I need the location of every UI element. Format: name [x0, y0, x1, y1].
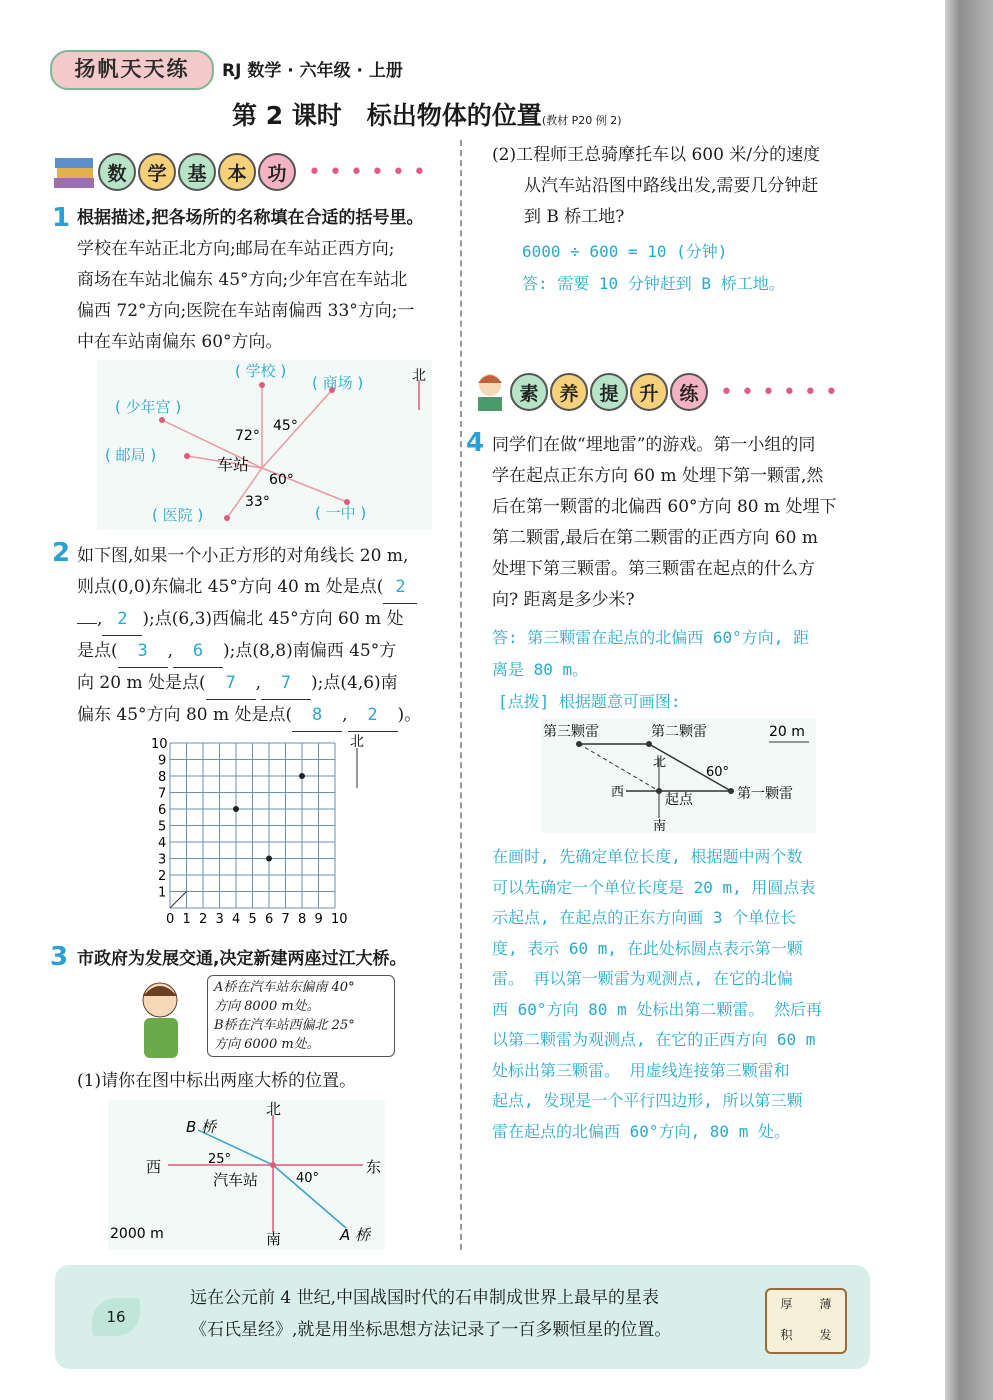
q4-line: 学在起点正东方向 60 m 处埋下第一颗雷,然	[492, 466, 824, 486]
north-label: 北	[266, 1100, 282, 1118]
answer-blank: 3	[118, 636, 168, 668]
q4-line: 向? 距离是多少米?	[492, 590, 635, 610]
explain-line: 起点, 发现是一个平行四边形, 所以第三颗	[492, 1091, 803, 1110]
books-icon	[52, 152, 98, 192]
explain-line: 西 60°方向 80 m 处标出第二颗雷。 然后再	[492, 999, 822, 1019]
bubble-line: 方向 6000 m处。	[214, 1037, 320, 1052]
book-icon	[765, 1288, 847, 1354]
q1-line: 根据描述,把各场所的名称填在合适的括号里。	[77, 208, 424, 228]
section-char: 养	[550, 373, 588, 411]
answer-blank: 6	[173, 636, 223, 668]
section-char: 练	[670, 373, 708, 411]
answer-blank: 2	[383, 572, 417, 604]
answer-line: 答: 需要 10 分钟赶到 B 桥工地。	[522, 274, 785, 293]
question-number: 1	[52, 203, 71, 233]
y-tick-label: 9	[158, 753, 167, 769]
answer-line: 答: 第三颗雷在起点的北偏西 60°方向, 距	[492, 628, 810, 647]
lesson-ref: (教材 P20 例 2)	[541, 114, 622, 127]
x-tick-label: 5	[248, 912, 257, 927]
grid-point	[299, 773, 305, 779]
y-tick-label: 7	[158, 786, 167, 802]
section-basic	[52, 150, 434, 194]
y-tick-label: 3	[158, 852, 167, 868]
x-tick-label: 7	[281, 912, 290, 927]
diagonal-example	[170, 892, 187, 909]
second-mine-label: 第二颗雷	[651, 724, 707, 740]
explain-line: 度, 表示 60 m, 在此处标圆点表示第一颗	[492, 938, 803, 958]
q3-diagram	[108, 1100, 385, 1250]
x-tick-label: 8	[298, 912, 307, 927]
section-char: 学	[138, 153, 176, 191]
girl-reading-icon	[470, 371, 510, 413]
q1-text	[77, 203, 457, 358]
dots-decor: ••••••	[308, 159, 434, 185]
section-char: 提	[590, 373, 628, 411]
question-number: 3	[50, 942, 69, 972]
bubble-line: 方向 8000 m处。	[214, 999, 320, 1014]
q1-line: 中在车站南偏东 60°方向。	[77, 332, 283, 352]
footer-text	[190, 1282, 671, 1346]
third-mine-label: 第三颗雷	[543, 724, 599, 740]
book-char: 发	[819, 1328, 832, 1342]
first-mine-label: 第一颗雷	[737, 786, 793, 802]
x-tick-label: 3	[215, 912, 224, 927]
q2-line: , 2 );点(6,3)西偏北 45°方向 60 m 处	[77, 604, 457, 636]
angle-label: 60°	[269, 472, 294, 488]
x-tick-label: 9	[314, 912, 323, 927]
book-char: 积	[780, 1328, 793, 1342]
angle-label: 33°	[245, 494, 270, 510]
lesson-title: 第 2 课时 标出物体的位置(教材 P20 例 2)	[232, 101, 622, 130]
column-divider	[460, 140, 462, 1250]
answer-middle: ( 一中 )	[315, 504, 367, 522]
answer-blank: 7	[261, 668, 311, 700]
answer-mall: ( 商场 )	[312, 374, 364, 392]
north-label: 北	[350, 734, 364, 750]
explain-line: 雷。 再以第一颗雷为观测点, 在它的北偏	[492, 969, 793, 988]
bubble-line: B桥在汽车站西偏北 25°	[214, 1018, 355, 1033]
page-number: 16	[92, 1298, 140, 1336]
answer-school: ( 学校 )	[235, 362, 287, 380]
south-label: 南	[653, 819, 667, 833]
y-tick-label: 5	[158, 819, 167, 835]
q1-line: 学校在车站正北方向;邮局在车站正西方向;	[77, 239, 395, 259]
footer-line: 《石氏星经》,就是用坐标思想方法记录了一百多颗恒星的位置。	[190, 1320, 672, 1340]
answer-blank: 2	[348, 700, 398, 732]
q4-answer	[492, 622, 809, 718]
q2-line: 则点(0,0)东偏北 45°方向 40 m 处是点( 2	[77, 572, 457, 604]
start-label: 起点	[665, 792, 693, 808]
answer-line: 6000 ÷ 600 = 10 (分钟)	[522, 242, 728, 261]
grid-point	[233, 806, 239, 812]
west-label: 西	[146, 1158, 162, 1176]
x-tick-label: 2	[199, 912, 208, 927]
q4-diagram	[541, 718, 816, 833]
explain-line: 示起点, 在起点的正东方向画 3 个单位长	[492, 908, 797, 927]
north-label: 北	[653, 755, 667, 770]
q2-line: 偏东 45°方向 80 m 处是点( 8 , 2 )。	[77, 700, 457, 732]
angle-label: 40°	[296, 1171, 320, 1186]
x-tick-label: 1	[182, 912, 191, 927]
center-label: 车站	[217, 455, 250, 474]
answer-blank: 2	[102, 604, 142, 636]
q4-line: 同学们在做“埋地雷”的游戏。第一小组的同	[492, 435, 816, 455]
teacher-illustration	[130, 978, 200, 1060]
q2-line: 是点( 3 , 6 );点(8,8)南偏西 45°方	[77, 636, 457, 668]
q4-line: 处埋下第三颗雷。第三颗雷在起点的什么方	[492, 559, 815, 579]
answer-hospital: ( 医院 )	[152, 506, 204, 524]
book-char: 薄	[819, 1297, 832, 1311]
y-tick-label: 10	[151, 737, 168, 752]
q4-line: 第二颗雷,最后在第二颗雷的正西方向 60 m	[492, 528, 818, 548]
angle-label: 25°	[208, 1152, 232, 1167]
section-improve	[470, 370, 846, 414]
section-char: 基	[178, 153, 216, 191]
north-label: 北	[412, 368, 426, 384]
q2-line: 如下图,如果一个小正方形的对角线长 20 m,	[77, 546, 409, 566]
dots-decor: ••••••	[720, 379, 846, 405]
q3-answer	[522, 236, 785, 300]
explain-line: 雷在起点的北偏西 60°方向, 80 m 处。	[492, 1121, 790, 1141]
scale-label: 2000 m	[110, 1226, 164, 1242]
answer-youth: ( 少年宫 )	[115, 398, 182, 416]
q4-explanation	[492, 842, 822, 1147]
bridge-b-label: B 桥	[186, 1118, 217, 1136]
answer-blank: 8	[292, 700, 342, 732]
q3-sub2	[492, 140, 872, 233]
y-tick-label: 6	[158, 803, 167, 818]
south-label: 南	[266, 1230, 282, 1248]
answer-blank: 7	[206, 668, 256, 700]
explain-line: 可以先确定一个单位长度是 20 m, 用圆点表	[492, 877, 816, 897]
explain-line: 处标出第三颗雷。 用虚线连接第三颗雷和	[492, 1060, 790, 1080]
x-tick-label: 0	[166, 912, 175, 927]
west-label: 西	[611, 785, 625, 800]
q3-sub2-line: 从汽车站沿图中路线出发,需要几分钟赶	[524, 176, 819, 196]
angle-label: 60°	[706, 765, 730, 780]
q4-text	[492, 430, 872, 616]
section-char: 功	[258, 153, 296, 191]
book-char: 厚	[780, 1297, 793, 1311]
q4-line: 后在第一颗雷的北偏西 60°方向 80 m 处埋下	[492, 497, 837, 517]
x-tick-label: 10	[331, 912, 348, 927]
q2-text	[77, 541, 457, 732]
q1-line: 偏西 72°方向;医院在车站南偏西 33°方向;一	[77, 301, 415, 321]
x-tick-label: 6	[265, 912, 274, 927]
question-number: 2	[52, 538, 71, 568]
q1-line: 商场在车站北偏东 45°方向;少年宫在车站北	[77, 270, 408, 290]
q3-sub1: (1)请你在图中标出两座大桥的位置。	[77, 1071, 357, 1091]
section-char: 数	[98, 153, 136, 191]
hint-title: [点拨] 根据题意可画图:	[498, 692, 681, 711]
q2-grid	[150, 728, 380, 928]
east-label: 东	[366, 1158, 382, 1176]
explain-line: 以第二颗雷为观测点, 在它的正西方向 60 m	[492, 1030, 816, 1049]
q3-sub2-line: 到 B 桥工地?	[524, 207, 625, 227]
y-tick-label: 2	[158, 869, 167, 884]
brand-badge: 扬帆天天练	[50, 50, 214, 90]
grid-point	[266, 856, 272, 862]
y-tick-label: 1	[158, 885, 167, 901]
center-label: 汽车站	[213, 1171, 259, 1189]
footer-line: 远在公元前 4 世纪,中国战国时代的石申制成世界上最早的星表	[190, 1288, 660, 1308]
section-char: 素	[510, 373, 548, 411]
section-char: 本	[218, 153, 256, 191]
bridge-a-label: A 桥	[340, 1226, 371, 1244]
answer-post: ( 邮局 )	[105, 446, 157, 464]
speech-bubble	[207, 975, 395, 1057]
q3-text: 市政府为发展交通,决定新建两座过江大桥。	[77, 949, 407, 969]
angle-label: 72°	[235, 428, 260, 444]
question-number: 4	[466, 428, 485, 458]
x-tick-label: 4	[232, 912, 241, 927]
subject-label: RJ 数学 · 六年级 · 上册	[222, 61, 403, 81]
q3-sub2-line: (2)工程师王总骑摩托车以 600 米/分的速度	[492, 145, 821, 165]
explain-line: 在画时, 先确定单位长度, 根据题中两个数	[492, 847, 803, 866]
page-edge	[945, 0, 993, 1400]
bubble-line: A桥在汽车站东偏南 40°	[214, 980, 355, 995]
q2-line: 向 20 m 处是点( 7 , 7 );点(4,6)南	[77, 668, 457, 700]
y-tick-label: 8	[158, 770, 167, 785]
answer-line: 离是 80 m。	[492, 660, 589, 679]
angle-label: 45°	[273, 418, 298, 434]
y-tick-label: 4	[158, 836, 167, 851]
scale-label: 20 m	[769, 724, 805, 740]
section-char: 升	[630, 373, 668, 411]
q1-diagram	[97, 360, 432, 530]
